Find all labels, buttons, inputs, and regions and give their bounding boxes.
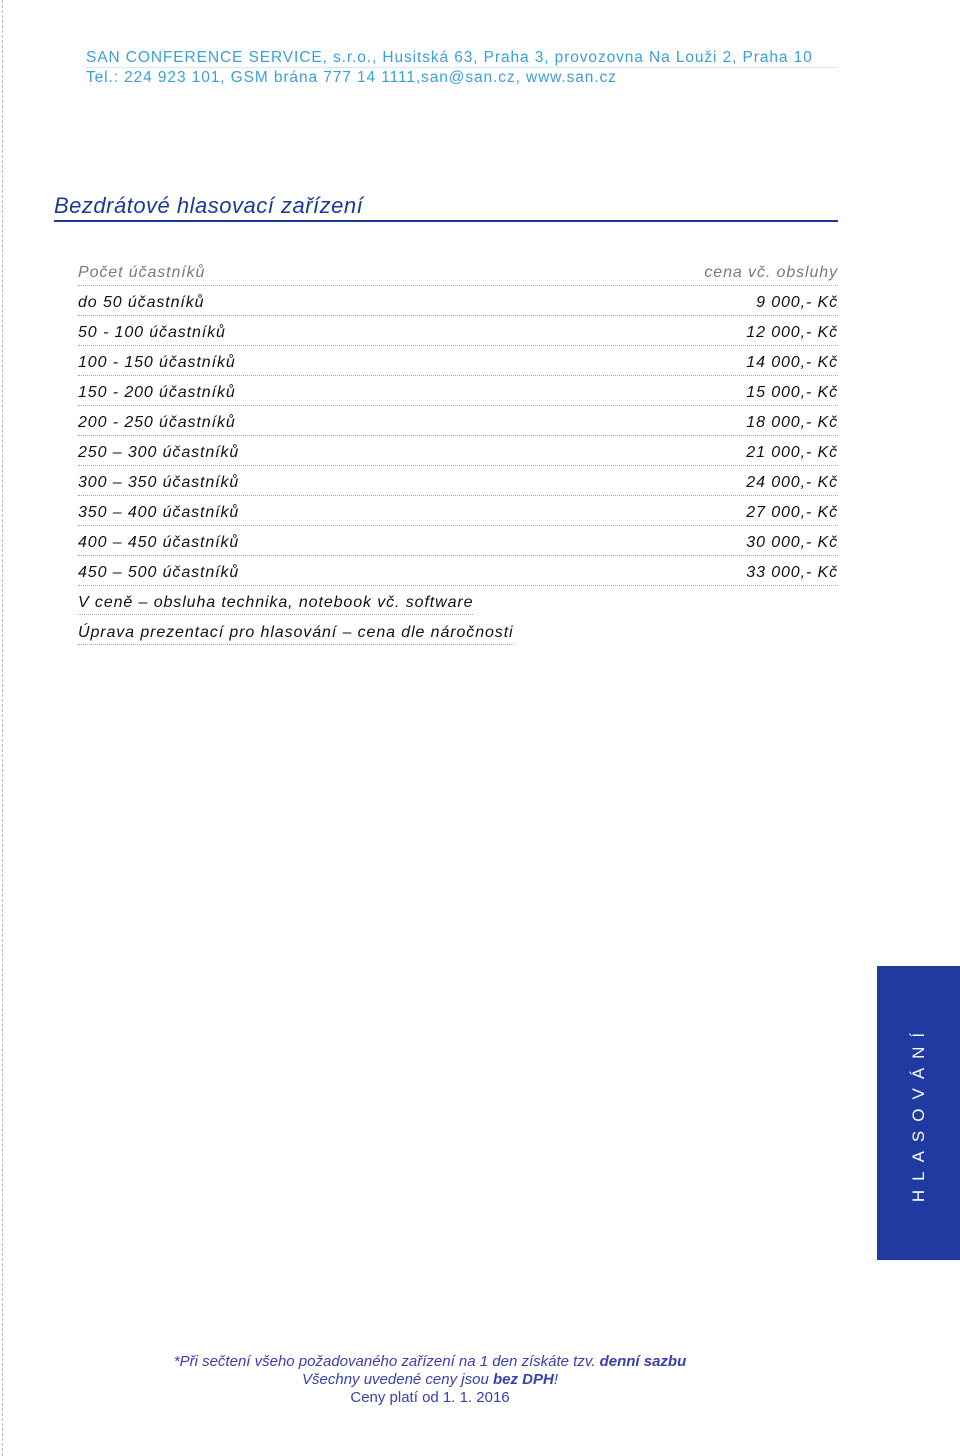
price-value: 12 000,- Kč	[746, 324, 838, 341]
footer-daily-rate-text: *Při sečtení všeho požadovaného zařízení na 1 den získáte tzv.	[173, 1353, 600, 1370]
price-value: 21 000,- Kč	[746, 444, 838, 461]
table-row	[78, 376, 838, 406]
participants-range: 200 - 250 účastníků	[78, 414, 236, 431]
price-value: 9 000,- Kč	[756, 294, 838, 311]
company-header	[86, 48, 838, 87]
company-address: SAN CONFERENCE SERVICE, s.r.o., Husitská 63, Praha 3, provozovna Na Louži 2, Praha 10	[86, 48, 838, 68]
price-table	[78, 256, 838, 586]
footer-vat-exclamation: !	[553, 1371, 558, 1388]
participants-range: 150 - 200 účastníků	[78, 384, 236, 401]
participants-range: 300 – 350 účastníků	[78, 474, 240, 491]
table-row	[78, 526, 838, 556]
price-value: 18 000,- Kč	[746, 414, 838, 431]
footer-daily-rate-note	[0, 1353, 860, 1371]
participants-range: 50 - 100 účastníků	[78, 324, 226, 341]
footer-daily-rate-emphasis: denní sazbu	[599, 1353, 687, 1370]
price-value: 24 000,- Kč	[746, 474, 838, 491]
note-included-services: V ceně – obsluha technika, notebook vč. software	[78, 594, 473, 615]
note-presentation-preparation: Úprava prezentací pro hlasování – cena dle náročnosti	[78, 624, 514, 645]
table-row	[78, 286, 838, 316]
table-row	[78, 466, 838, 496]
participants-range: do 50 účastníků	[78, 294, 205, 311]
price-value: 33 000,- Kč	[746, 564, 838, 581]
participants-range: 100 - 150 účastníků	[78, 354, 236, 371]
participants-range: 350 – 400 účastníků	[78, 504, 240, 521]
price-value: 27 000,- Kč	[746, 504, 838, 521]
footer-validity-date: Ceny platí od 1. 1. 2016	[350, 1389, 510, 1406]
participants-range: 250 – 300 účastníků	[78, 444, 240, 461]
footer-vat-emphasis: bez DPH	[492, 1371, 554, 1388]
side-tab-label: HLASOVÁNÍ	[908, 1023, 928, 1203]
side-tab-voting	[877, 966, 960, 1260]
table-row	[78, 496, 838, 526]
column-header-participants: Počet účastníků	[78, 264, 206, 281]
table-row	[78, 346, 838, 376]
participants-range: 400 – 450 účastníků	[78, 534, 240, 551]
footer-notes	[0, 1353, 860, 1407]
participants-range: 450 – 500 účastníků	[78, 564, 240, 581]
section-title: Bezdrátové hlasovací zařízení	[54, 192, 838, 222]
table-row	[78, 406, 838, 436]
table-row	[78, 316, 838, 346]
table-row	[78, 556, 838, 586]
price-value: 14 000,- Kč	[746, 354, 838, 371]
price-value: 30 000,- Kč	[746, 534, 838, 551]
footer-vat-text: Všechny uvedené ceny jsou	[302, 1371, 493, 1388]
table-row	[78, 436, 838, 466]
price-value: 15 000,- Kč	[746, 384, 838, 401]
footer-vat-note	[0, 1371, 860, 1389]
company-contacts: Tel.: 224 923 101, GSM brána 777 14 1111,san@san.cz, www.san.cz	[86, 69, 617, 86]
table-header-row	[78, 256, 838, 286]
page-margin-guide	[2, 0, 3, 1456]
column-header-price: cena vč. obsluhy	[704, 264, 838, 281]
